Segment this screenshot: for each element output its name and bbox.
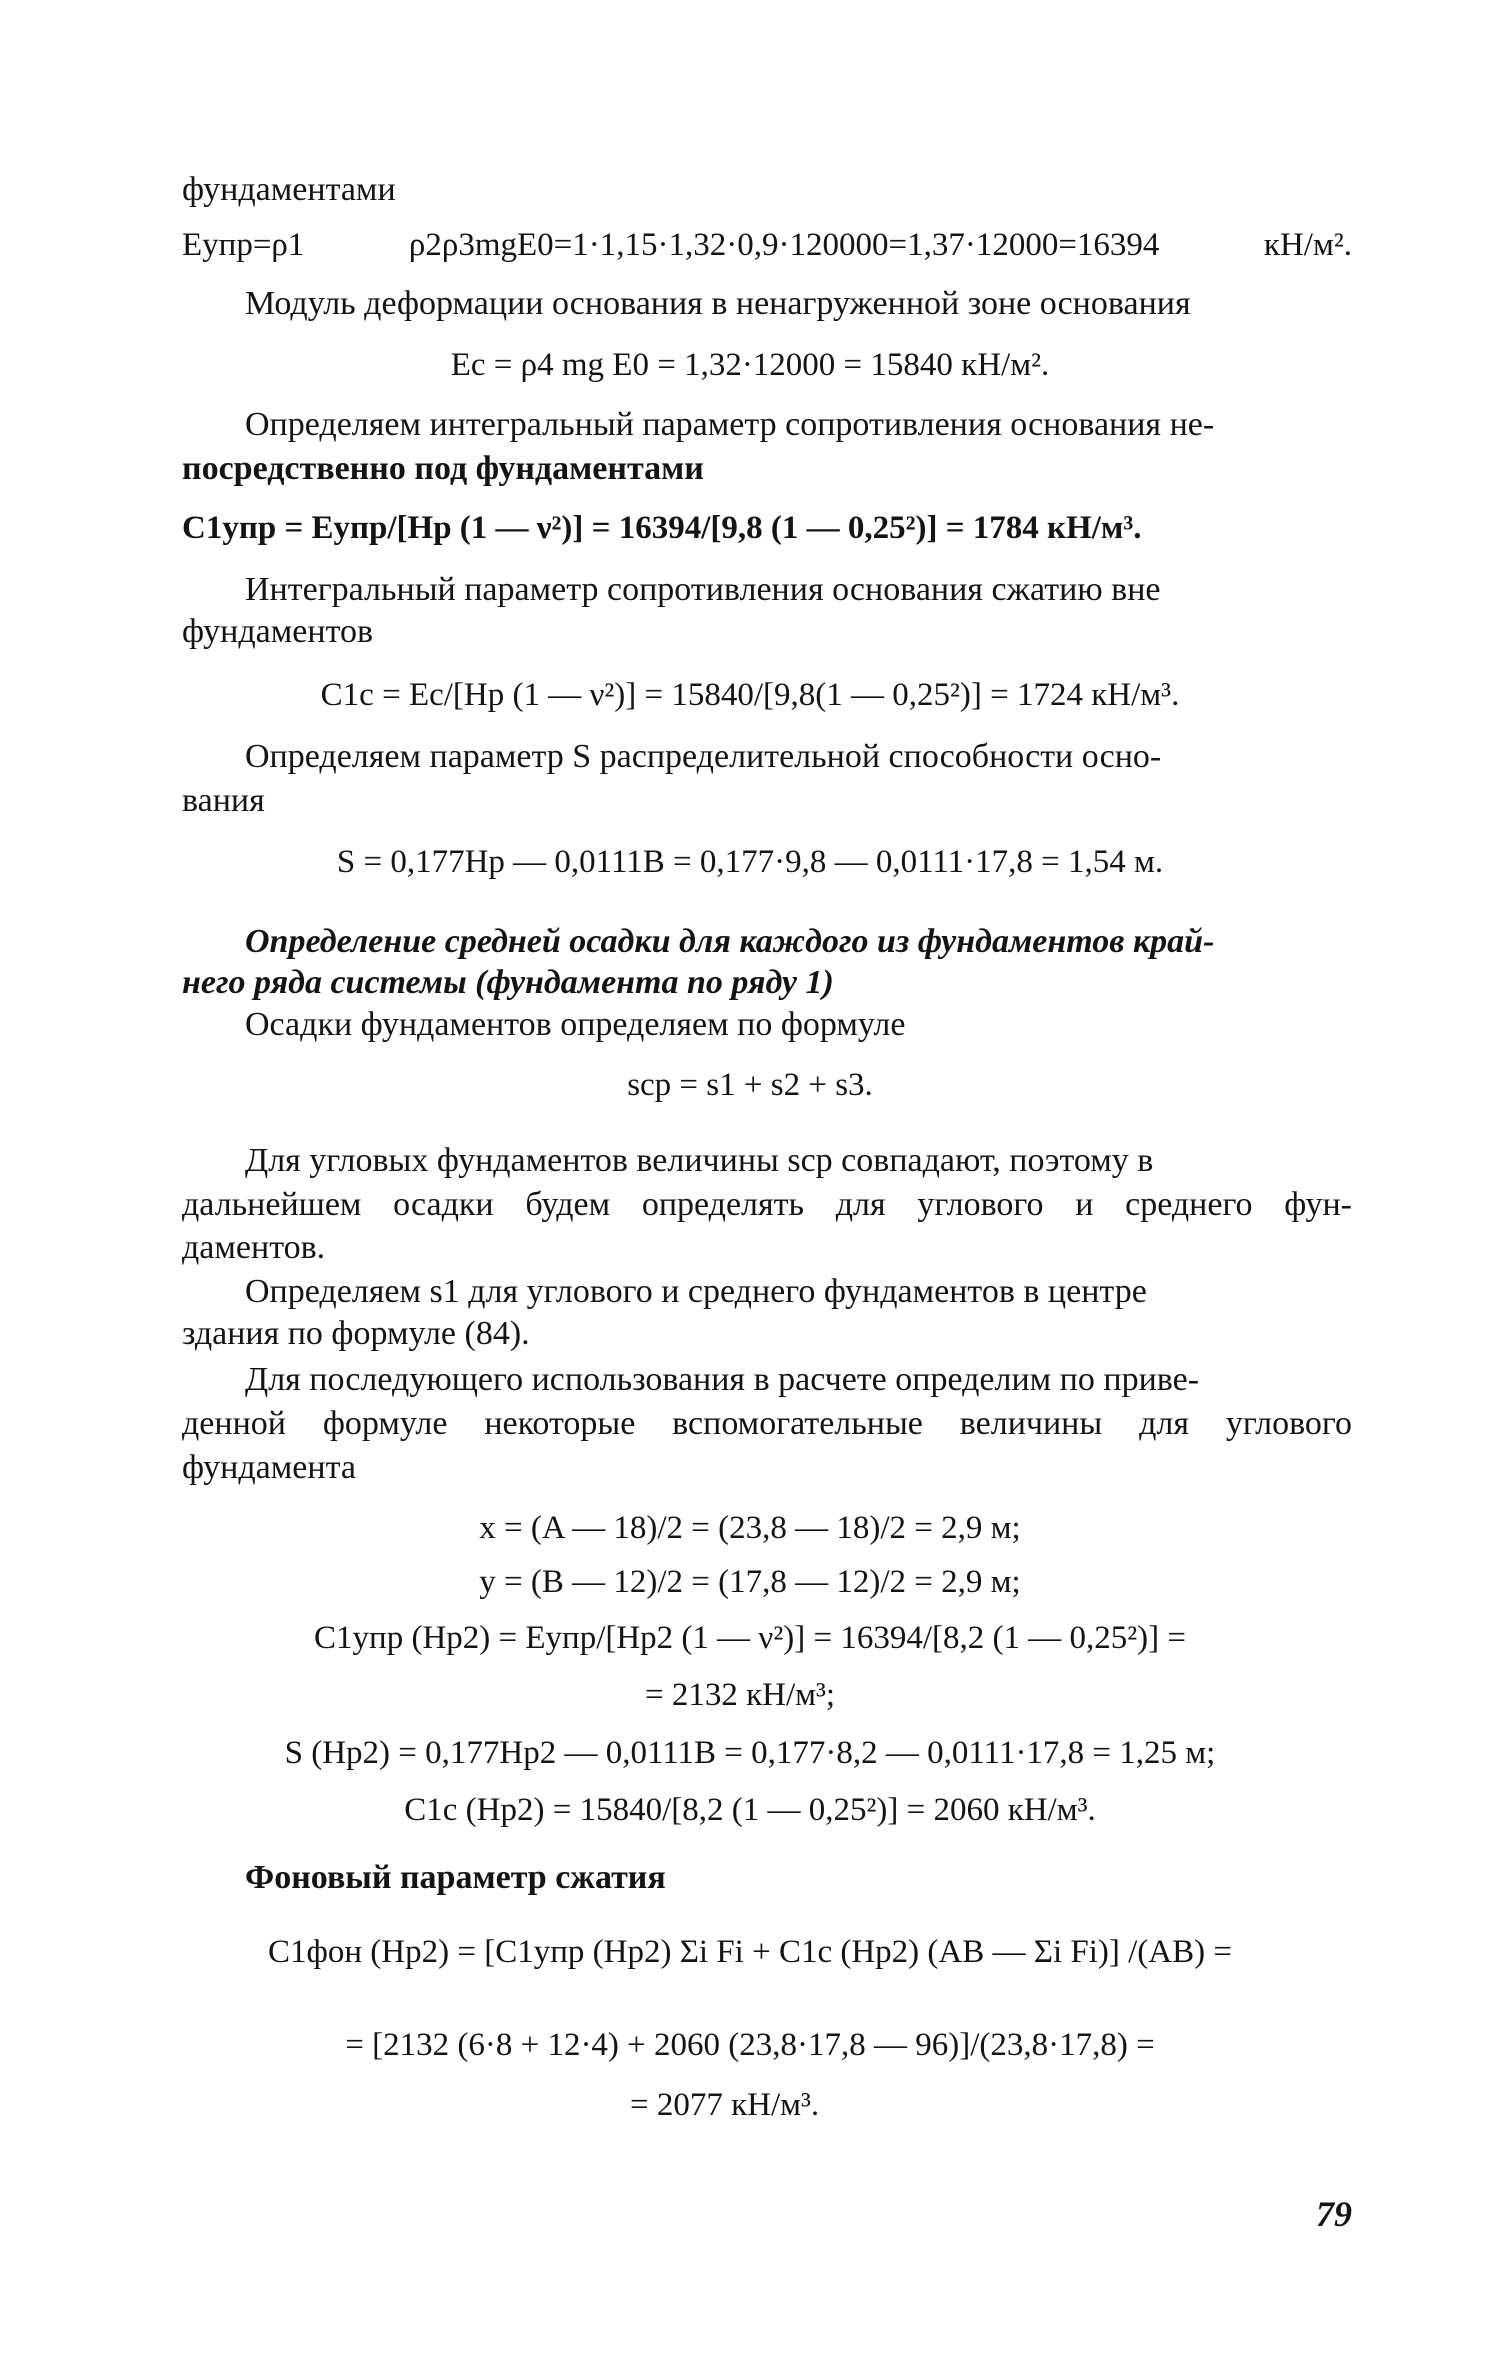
paragraph-line: Определяем интегральный параметр сопротивления основания не- — [245, 406, 1215, 443]
equation-x: x = (A — 18)/2 = (23,8 — 18)/2 = 2,9 м; — [479, 1510, 1021, 1546]
text-line: посредственно под фундаментами — [182, 450, 704, 487]
paragraph-line: Модуль деформации основания в ненагруженной зоне основания — [245, 285, 1191, 322]
equation-y: y = (B — 12)/2 = (17,8 — 12)/2 = 2,9 м; — [479, 1564, 1021, 1600]
paragraph-line: Для угловых фундаментов величины sср совпадают, поэтому в — [245, 1142, 1154, 1179]
paragraph-line: Для последующего использования в расчете определим по приве- — [245, 1361, 1200, 1398]
text-line: фундаментов — [182, 613, 374, 650]
equation-c1-c-hp2: C1c (Hp2) = 15840/[8,2 (1 — 0,25²)] = 2060 кН/м³. — [404, 1792, 1096, 1828]
equation-c1-upr: C1упр = Eупр/[Hp (1 — ν²)] = 16394/[9,8 (1 — 0,25²)] = 1784 кН/м³. — [182, 510, 1142, 546]
equation-modulus-outer: Ec = ρ4 mg E0 = 1,32·12000 = 15840 кН/м². — [450, 347, 1050, 383]
equation-s-hp2: S (Hp2) = 0,177Hp2 — 0,0111B = 0,177·8,2 — 0,0111·17,8 = 1,25 м; — [284, 1735, 1216, 1771]
equation-settlement-sum: sср = s1 + s2 + s3. — [627, 1067, 873, 1103]
text-line: здания по формуле (84). — [182, 1315, 530, 1352]
page-number: 79 — [1316, 2194, 1352, 2234]
paragraph-line: Определяем s1 для углового и среднего фундаментов в центре — [245, 1273, 1147, 1310]
paragraph-line: Интегральный параметр сопротивления основания сжатию вне — [245, 571, 1161, 608]
equation-c1-fon-substitution: = [2132 (6·8 + 12·4) + 2060 (23,8·17,8 — 96)]/(23,8·17,8) = — [345, 2027, 1155, 2063]
paragraph-line: дальнейшем осадки будем определять для углового и среднего фун- — [182, 1186, 1352, 1223]
paragraph-line: Определяем параметр S распределительной способности осно- — [245, 738, 1162, 775]
equation-c1-fon-result: = 2077 кН/м³. — [630, 2087, 820, 2123]
section-heading-continued: него ряда системы (фундамента по ряду 1) — [182, 964, 834, 1001]
text-line: вания — [182, 782, 265, 819]
text-line: Осадки фундаментов определяем по формуле — [245, 1006, 906, 1043]
equation-c1-upr-hp2: C1упр (Hp2) = Eупр/[Hp2 (1 — ν²)] = 16394/[8,2 (1 — 0,25²)] = — [314, 1620, 1186, 1656]
paragraph-line: денной формуле некоторые вспомогательные величины для углового — [182, 1405, 1352, 1442]
text-line: фундаментами — [182, 171, 396, 208]
equation-c1-c: C1c = Ec/[Hp (1 — ν²)] = 15840/[9,8(1 — 0,25²)] = 1724 кН/м³. — [320, 677, 1180, 713]
section-heading: Определение средней осадки для каждого из фундаментов край- — [245, 923, 1215, 960]
text-line: фундамента — [182, 1449, 356, 1486]
equation-c1-fon: C1фон (Hp2) = [C1упр (Hp2) Σi Fi + C1c (Hp2) (AB — Σi Fi)] /(AB) = — [268, 1934, 1232, 1970]
equation-c1-upr-hp2-result: = 2132 кН/м³; — [645, 1677, 836, 1713]
equation-modulus-under: Eупр=ρ1 ρ2ρ3mgE0=1·1,15·1,32·0,9·120000=1,37·12000=16394 кН/м². — [182, 227, 1352, 263]
text-line: Фоновый параметр сжатия — [245, 1859, 666, 1896]
text-line: даментов. — [182, 1229, 326, 1266]
equation-s-parameter: S = 0,177Hp — 0,0111B = 0,177·9,8 — 0,0111·17,8 = 1,54 м. — [336, 844, 1164, 880]
